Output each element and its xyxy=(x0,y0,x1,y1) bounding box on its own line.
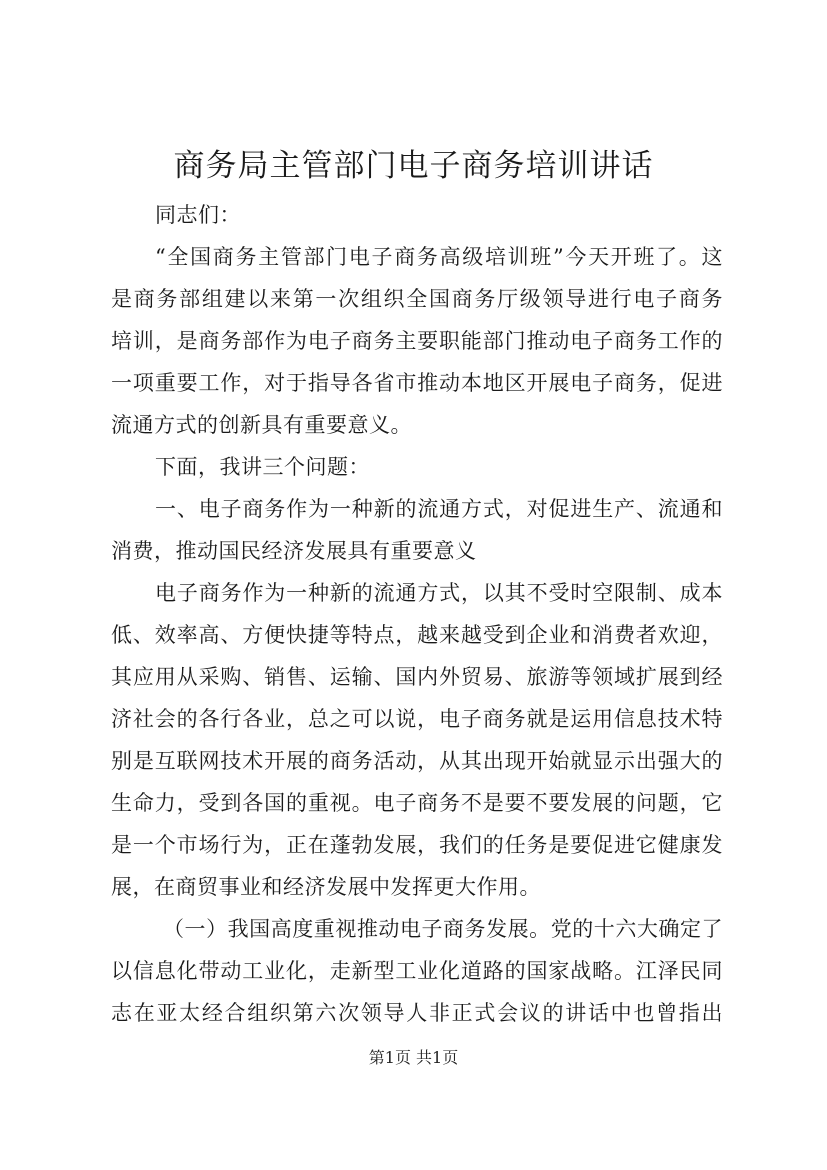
page-number-footer: 第1页 共1页 xyxy=(368,1048,459,1067)
paragraph-line: 别是互联网技术开展的商务活动，从其出现开始就显示出强大的 xyxy=(111,749,723,773)
paragraph-line: 流通方式的创新具有重要意义。 xyxy=(111,413,412,437)
paragraph-line: 下面，我讲三个问题： xyxy=(155,455,370,479)
paragraph-line: 其应用从采购、销售、运输、国内外贸易、旅游等领域扩展到经 xyxy=(111,665,723,689)
paragraph-line: 电子商务作为一种新的流通方式，以其不受时空限制、成本 xyxy=(155,581,723,605)
paragraph-line: “全国商务主管部门电子商务高级培训班”今天开班了。这 xyxy=(155,245,723,269)
paragraph-line: 是一个市场行为，正在蓬勃发展，我们的任务是要促进它健康发 xyxy=(111,833,723,857)
section-heading-line: 一、电子商务作为一种新的流通方式，对促进生产、流通和 xyxy=(155,497,723,521)
paragraph-line: 生命力，受到各国的重视。电子商务不是要不要发展的问题，它 xyxy=(111,791,723,815)
paragraph-line: 展，在商贸事业和经济发展中发挥更大作用。 xyxy=(111,875,541,899)
salutation-line: 同志们： xyxy=(155,203,241,227)
paragraph-line: 低、效率高、方便快捷等特点，越来越受到企业和消费者欢迎， xyxy=(111,623,723,647)
paragraph-line: 一项重要工作，对于指导各省市推动本地区开展电子商务，促进 xyxy=(111,371,723,395)
paragraph-line: 以信息化带动工业化，走新型工业化道路的国家战略。江泽民同 xyxy=(111,959,723,983)
document-body xyxy=(111,194,723,1034)
paragraph-line: 是商务部组建以来第一次组织全国商务厅级领导进行电子商务 xyxy=(111,287,723,311)
subsection-line: （一）我国高度重视推动电子商务发展。党的十六大确定了 xyxy=(163,917,723,941)
document-title: 商务局主管部门电子商务培训讲话 xyxy=(173,148,654,184)
paragraph-line: 志在亚太经合组织第六次领导人非正式会议的讲话中也曾指出 xyxy=(111,1001,723,1025)
section-heading-line: 消费，推动国民经济发展具有重要意义 xyxy=(111,539,477,563)
paragraph-line: 培训，是商务部作为电子商务主要职能部门推动电子商务工作的 xyxy=(111,329,723,353)
paragraph-line: 济社会的各行各业，总之可以说，电子商务就是运用信息技术特 xyxy=(111,707,723,731)
